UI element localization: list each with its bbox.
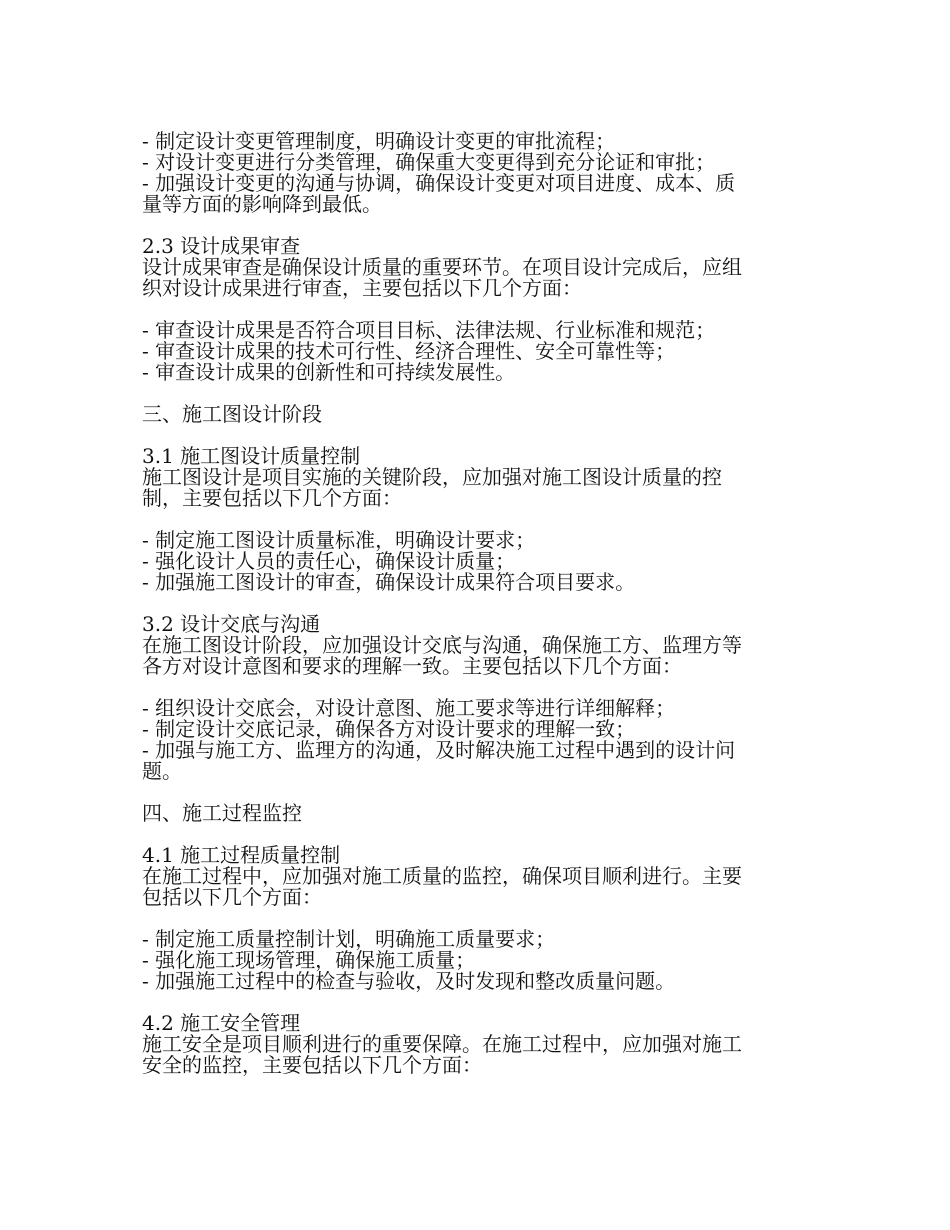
section-heading: 3.2 设计交底与沟通 bbox=[142, 612, 321, 636]
paragraph-design-review-list bbox=[142, 320, 802, 383]
section-4-2 bbox=[142, 1013, 802, 1076]
body-text-line: 在施工图设计阶段，应加强设计交底与沟通，确保施工方、监理方等 bbox=[142, 633, 742, 657]
list-item: - 加强施工过程中的检查与验收，及时发现和整改质量问题。 bbox=[142, 969, 676, 993]
list-item: - 强化施工现场管理，确保施工质量； bbox=[142, 948, 476, 972]
list-item: - 审查设计成果的技术可行性、经济合理性、安全可靠性等； bbox=[142, 339, 676, 363]
section-heading: 2.3 设计成果审查 bbox=[142, 234, 301, 258]
section-3-1 bbox=[142, 446, 802, 509]
paragraph-construction-quality-list bbox=[142, 929, 802, 992]
body-text-line: 各方对设计意图和要求的理解一致。主要包括以下几个方面： bbox=[142, 654, 682, 678]
list-item: - 审查设计成果的创新性和可持续发展性。 bbox=[142, 360, 516, 384]
list-item-continuation: 量等方面的影响降到最低。 bbox=[142, 192, 382, 216]
list-item: - 对设计变更进行分类管理，确保重大变更得到充分论证和审批； bbox=[142, 150, 716, 174]
list-item: - 强化设计人员的责任心，确保设计质量； bbox=[142, 549, 516, 573]
list-item: - 加强设计变更的沟通与协调，确保设计变更对项目进度、成本、质 bbox=[142, 171, 736, 195]
body-text-line: 设计成果审查是确保设计质量的重要环节。在项目设计完成后，应组 bbox=[142, 255, 742, 279]
section-heading: 3.1 施工图设计质量控制 bbox=[142, 444, 361, 468]
body-text-line: 施工图设计是项目实施的关键阶段，应加强对施工图设计质量的控 bbox=[142, 465, 722, 489]
chapter-heading: 三、施工图设计阶段 bbox=[142, 402, 322, 426]
list-item: - 审查设计成果是否符合项目目标、法律法规、行业标准和规范； bbox=[142, 318, 716, 342]
body-text-line: 施工安全是项目顺利进行的重要保障。在施工过程中，应加强对施工 bbox=[142, 1032, 742, 1056]
body-text-line: 制，主要包括以下几个方面： bbox=[142, 486, 402, 510]
document-body bbox=[142, 131, 802, 1076]
paragraph-construction-drawing-list bbox=[142, 530, 802, 593]
list-item: - 制定设计交底记录，确保各方对设计要求的理解一致； bbox=[142, 717, 636, 741]
list-item: - 组织设计交底会，对设计意图、施工要求等进行详细解释； bbox=[142, 696, 676, 720]
list-item: - 制定施工图设计质量标准，明确设计要求； bbox=[142, 528, 536, 552]
list-item: - 制定设计变更管理制度，明确设计变更的审批流程； bbox=[142, 129, 616, 153]
paragraph-design-change-list bbox=[142, 131, 802, 215]
section-4-1 bbox=[142, 845, 802, 908]
section-heading: 4.1 施工过程质量控制 bbox=[142, 843, 341, 867]
section-2-3 bbox=[142, 236, 802, 299]
list-item-continuation: 题。 bbox=[142, 759, 182, 783]
section-heading: 4.2 施工安全管理 bbox=[142, 1011, 301, 1035]
chapter-4-heading-block bbox=[142, 803, 802, 824]
list-item: - 加强施工图设计的审查，确保设计成果符合项目要求。 bbox=[142, 570, 636, 594]
body-text-line: 包括以下几个方面： bbox=[142, 885, 322, 909]
body-text-line: 在施工过程中，应加强对施工质量的监控，确保项目顺利进行。主要 bbox=[142, 864, 742, 888]
paragraph-design-briefing-list bbox=[142, 698, 802, 782]
section-3-2 bbox=[142, 614, 802, 677]
body-text-line: 织对设计成果进行审查，主要包括以下几个方面： bbox=[142, 276, 582, 300]
chapter-heading: 四、施工过程监控 bbox=[142, 801, 302, 825]
list-item: - 制定施工质量控制计划，明确施工质量要求； bbox=[142, 927, 556, 951]
body-text-line: 安全的监控，主要包括以下几个方面： bbox=[142, 1053, 482, 1077]
chapter-3-heading-block bbox=[142, 404, 802, 425]
list-item: - 加强与施工方、监理方的沟通，及时解决施工过程中遇到的设计问 bbox=[142, 738, 736, 762]
